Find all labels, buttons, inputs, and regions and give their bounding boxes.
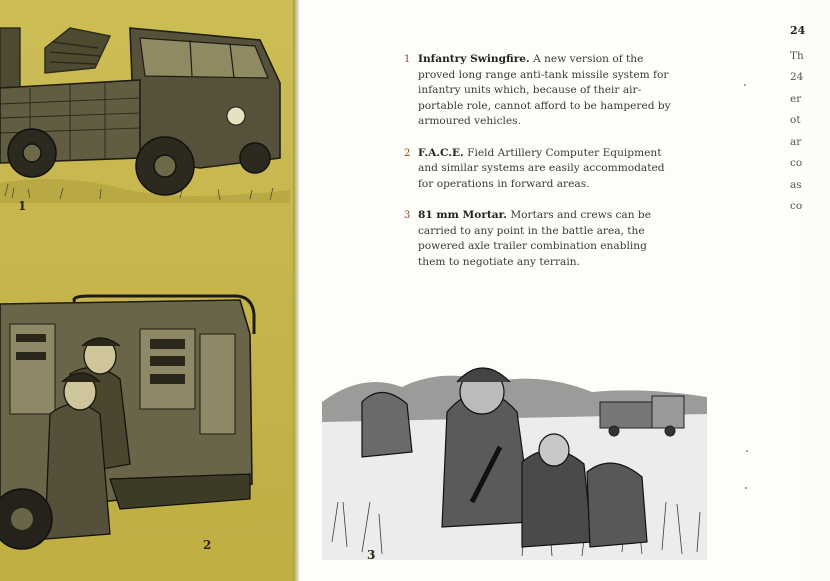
caption-heading: Infantry Swingfire. — [418, 53, 530, 65]
print-speck — [745, 487, 747, 489]
illustration-computer-equipment — [0, 294, 262, 554]
caption-number: 1 — [404, 54, 411, 65]
figure-label-2: 2 — [203, 538, 212, 552]
caption-item-2 — [404, 146, 674, 193]
print-speck — [744, 84, 746, 86]
caption-item-3 — [404, 208, 674, 270]
left-page-gold-panel — [0, 0, 296, 581]
illustration-mortar-crew — [322, 342, 707, 560]
figure-label-3: 3 — [367, 548, 376, 562]
next-page-line: ar — [790, 135, 802, 148]
next-page-line: co — [790, 200, 803, 212]
next-page-line: as — [790, 178, 802, 191]
caption-text: A new version of the proved long range anti-tank missile system for infantry units which, because of their air-portable role, cannot afford to be hampered by armoured vehicles. — [418, 53, 671, 127]
caption-text: Mortars and crews can be carried to any point in the battle area, the powered axle trailer combination enabling them to negotiate any terrain. — [418, 209, 651, 268]
next-page-column — [790, 20, 830, 218]
next-page-line: er — [790, 92, 802, 105]
next-page-line: ot — [790, 114, 801, 126]
caption-heading: 81 mm Mortar. — [418, 209, 507, 221]
illustration-truck-launchers — [0, 18, 292, 203]
next-page-line: Th — [790, 49, 804, 62]
next-page-number: 24 — [790, 24, 806, 37]
caption-list — [404, 52, 674, 286]
next-page-line: co — [790, 157, 803, 169]
next-page-line: 24 — [790, 71, 804, 83]
caption-number: 2 — [404, 147, 411, 159]
caption-number: 3 — [404, 210, 411, 221]
figure-label-1: 1 — [18, 199, 27, 213]
print-speck — [746, 450, 748, 452]
caption-text: Field Artillery Computer Equipment and similar systems are easily accommodated for operations in forward areas. — [418, 146, 665, 190]
caption-heading: F.A.C.E. — [418, 146, 464, 159]
caption-item-1 — [404, 52, 674, 130]
